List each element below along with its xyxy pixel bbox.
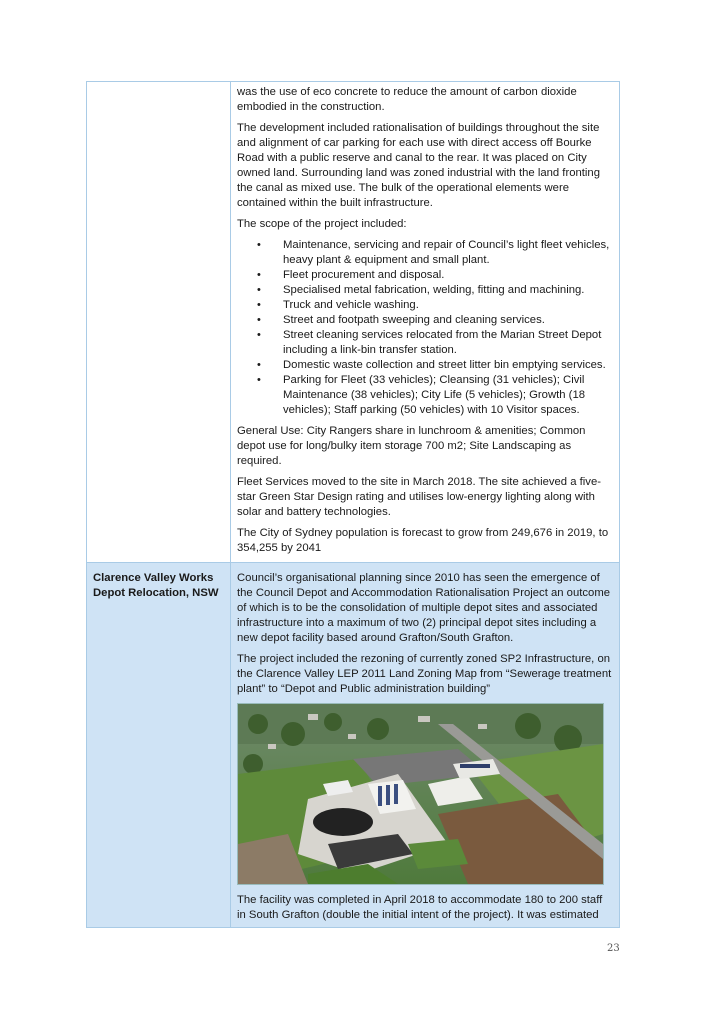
page-number: 23 [607,943,620,954]
paragraph: General Use: City Rangers share in lunchroom & amenities; Common depot use for long/bulky item storage 700 m2; Site Landscaping as required. [237,425,586,467]
list-item: • Street and footpath sweeping and cleaning services. [237,313,613,328]
table-row [87,563,620,928]
paragraph: The facility was completed in April 2018 to accommodate 180 to 200 staff in South Grafton (double the initial intent of the project). It was estimated [237,894,603,921]
list-item: • Fleet procurement and disposal. [237,268,613,283]
projects-table [86,81,620,928]
list-item: • Street cleaning services relocated from the Marian Street Depot including a link-bin transfer station. [237,328,613,358]
list-item: • Parking for Fleet (33 vehicles); Cleansing (31 vehicles); Civil Maintenance (38 vehicles); City Life (5 vehicles); Growth (18 vehicles); Staff parking (50 vehicles) with 10 Visitor spaces. [237,373,613,418]
description-cell [231,82,620,563]
paragraph: Fleet Services moved to the site in March 2018. The site achieved a five-star Green Star Design rating and utilises low-energy lighting along with solar and battery technologies. [237,476,601,518]
description-cell [231,563,620,928]
scope-list [237,238,613,418]
empty-label-cell [87,82,231,563]
paragraph: Council’s organisational planning since 2010 has seen the emergence of the Council Depot and Accommodation Rationalisation Project an outcome of which is to be the consolidation of multiple depot sites and associated infrastructure into a maximum of two (2) principal depot sites including a new depot facility based around Grafton/South Grafton. [237,572,611,644]
paragraph: The scope of the project included: [237,218,407,230]
list-item: • Domestic waste collection and street litter bin emptying services. [237,358,613,373]
list-item: • Truck and vehicle washing. [237,298,613,313]
table-row [87,82,620,563]
project-label-cell [87,563,231,928]
paragraph: was the use of eco concrete to reduce the amount of carbon dioxide embodied in the construction. [237,86,577,113]
list-item: • Maintenance, servicing and repair of Council’s light fleet vehicles, heavy plant & equipment and small plant. [237,238,613,268]
paragraph: The development included rationalisation of buildings throughout the site and alignment of car parking for each use with direct access off Bourke Road with a public reserve and canal to the rear. It was placed on City owned land. Surrounding land was zoned industrial with the land fronting the canal as mixed use. The bulk of the operational elements were contained within the built infrastructure. [237,122,600,209]
paragraph: The project included the rezoning of currently zoned SP2 Infrastructure, on the Clarence Valley LEP 2011 Land Zoning Map from “Sewerage treatment plant” to “Depot and Public administration building” [237,653,612,695]
paragraph: The City of Sydney population is forecast to grow from 249,676 in 2019, to 354,255 by 2041 [237,527,609,554]
list-item: • Specialised metal fabrication, welding, fitting and machining. [237,283,613,298]
project-title: Clarence Valley Works Depot Relocation, NSW [93,572,219,599]
aerial-depot-photo [237,703,604,885]
